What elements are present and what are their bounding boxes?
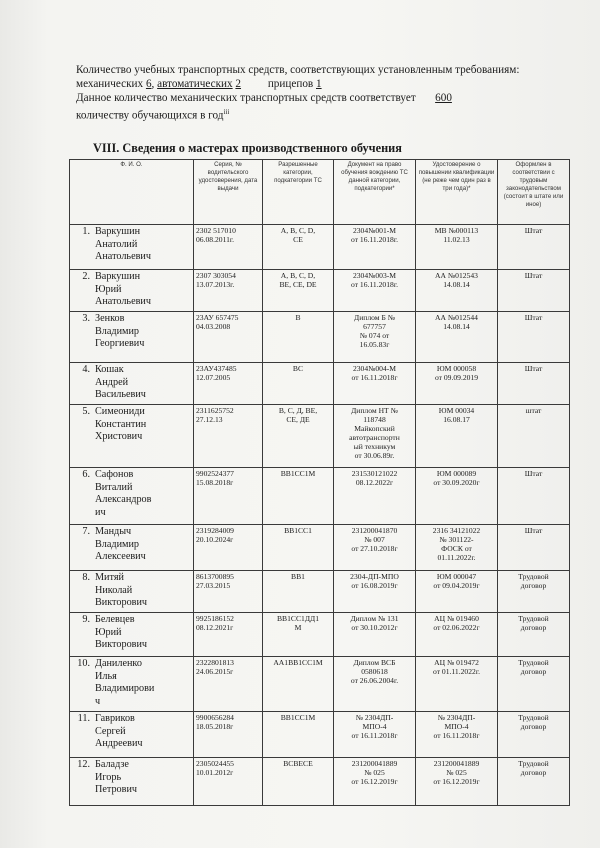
trailer-count: 1: [316, 78, 322, 90]
col-header-qualification: Удостоверение о повышении квалификации (не реже чем один раз в три года)*: [416, 160, 498, 225]
table-row: 11. Гавриков Сергей Андреевич 9900656284 18.05.2018г ВВ1СС1М № 2304ДП- МПО-4 от 16.11.2018г № 2304ДП- МПО-4 от 16.11.2018г Трудовой договор: [70, 712, 570, 758]
table-row: 1. Варкушин Анатолий Анатольевич 2302 517010 06.08.2011г. А, В, С, D, СЕ 2304№001-М от 16.11.2018г. МВ №000113 11.02.13 Штат: [70, 225, 570, 270]
table-header-row: [70, 160, 570, 225]
instructors-table: [69, 159, 570, 806]
table-row: 8. Митяй Николай Викторович 8613700895 27.03.2015 ВВ1 2304-ДП-МПО от 16.08.2019г ЮМ 000047 от 09.04.2019г Трудовой договор: [70, 571, 570, 613]
vehicles-paragraph: Количество учебных транспортных средств, соответствующих установленным требованиям: механических 6, автоматических 2 прицепов 1: [76, 64, 520, 90]
table-row: 3. Зенков Владимир Георгиевич 23АУ 657475 04.03.2008 В Диплом Б № 677757 № 074 от 16.05.83г АА №012544 14.08.14 Штат: [70, 312, 570, 363]
automatic-count: 2: [235, 78, 242, 90]
col-header-license: Серия, № водительского удостоверения, дата выдачи: [194, 160, 263, 225]
table-row: 2. Варкушин Юрий Анатольевич 2307 303054 13.07.2013г. А, В, С, D, ВЕ, СЕ, DE 2304№003-М от 16.11.2018г. АА №012543 14.08.14 Штат: [70, 270, 570, 312]
col-header-employment: Оформлен в соответствии с трудовым законодательством (состоит в штате или иное): [498, 160, 570, 225]
conformance-paragraph: Данное количество механических транспортных средств соответствует 600 количеству обучающихся в год$^{iii}$: [76, 91, 546, 123]
table-row: 10. Даниленко Илья Владимирови ч 2322801813 24.06.2015г АА1ВВ1СС1М Диплом ВСБ 0580618 от 26.06.2004г. АЦ № 019472 от 01.11.2022г. Трудовой договор: [70, 657, 570, 712]
table-row: 12. Баладзе Игорь Петрович 2305024455 10.01.2012г ВСВЕСЕ 231200041889 № 025 от 16.12.2019г 231200041889 № 025 от 16.12.2019г Трудовой договор: [70, 758, 570, 806]
section-title: VIII. Сведения о мастерах производственного обучения: [93, 141, 402, 155]
mechanical-count: 6: [145, 78, 152, 90]
col-header-name: Ф. И. О.: [70, 160, 194, 225]
table-row: 4. Кошак Андрей Васильевич 23АУ437485 12.07.2005 ВС 2304№004-М от 16.11.2018г ЮМ 000058 от 09.09.2019 Штат: [70, 363, 570, 405]
table-row: 6. Сафонов Виталий Александров ич 9902524377 15.08.2018г ВВ1СС1М 231530121022 08.12.2022г ЮМ 000089 от 30.09.2020г Штат: [70, 468, 570, 525]
col-header-training-doc: Документ на право обучения вождению ТС данной категории, подкатегории*: [334, 160, 416, 225]
table-row: 7. Мандыч Владимир Алексеевич 2319284009 20.10.2024г ВВ1СС1 231200041870 № 007 от 27.10.2018г 2316 34121022 № 301122- ФОСК от 01.11.2022г. Штат: [70, 525, 570, 571]
vehicles-line-1: Количество учебных транспортных средств, соответствующих установленным требованиям:: [76, 64, 520, 76]
col-header-categories: Разрешенные категории, подкатегории ТС: [263, 160, 334, 225]
table-row: 5. Симеониди Константин Христович 2311625752 27.12.13 В, С, Д, ВЕ, СЕ, ДЕ Диплом НТ № 118748 Майкопский автотранспортн ый техникум от 30.06.89г. ЮМ 00034 16.08.17 штат: [70, 405, 570, 468]
students-count: 600: [435, 92, 452, 104]
table-row: 9. Белевцев Юрий Викторович 9925186152 08.12.2021г ВВ1СС1ДД1 М Диплом № 131 от 30.10.2012г АЦ № 019460 от 02.06.2022г Трудовой договор: [70, 613, 570, 657]
